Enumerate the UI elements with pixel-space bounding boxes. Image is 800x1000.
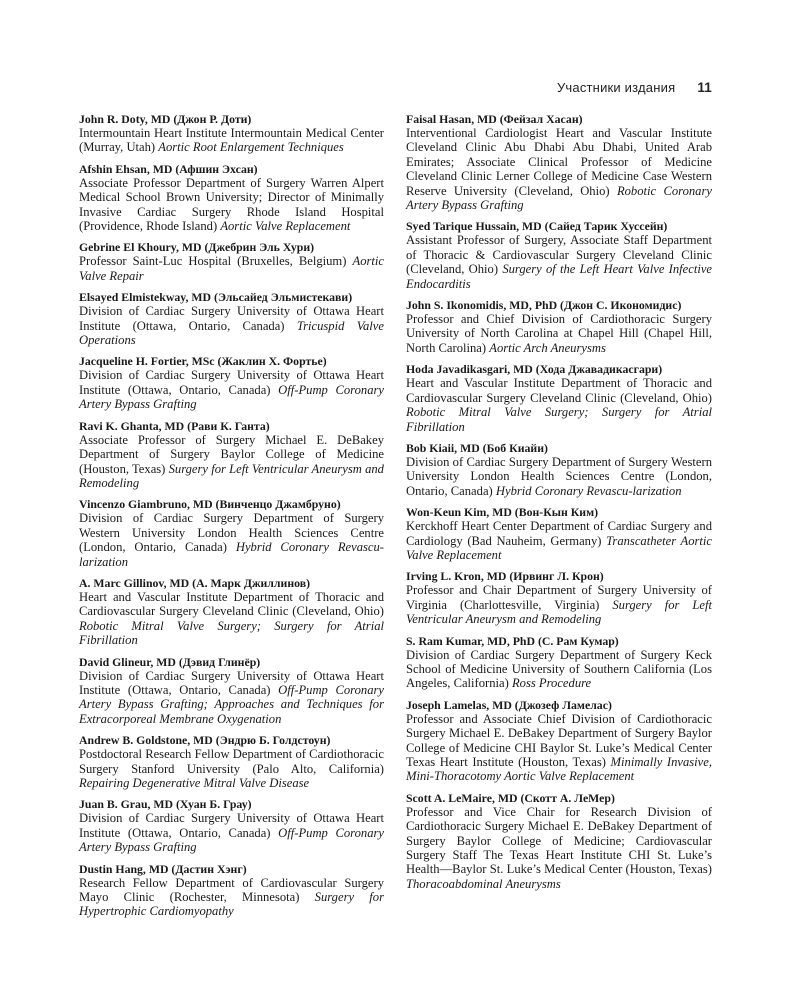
contributor-details [79, 368, 384, 411]
contributor-entry [406, 298, 712, 355]
contributor-name: A. Marc Gillinov, MD (А. Марк Джиллинов) [79, 575, 311, 590]
contributor-details [406, 648, 712, 691]
contributor-affiliation: Division of Cardiac Surgery University of Ottawa Heart Institute (Ottawa, Ontario, Canada) [79, 368, 384, 397]
contributor-entry [406, 791, 712, 891]
contributor-topic: Robotic Coronary Artery Bypass Grafting [406, 183, 712, 213]
page-header [0, 80, 712, 95]
contributor-affiliation: Division of Cardiac Surgery Department of Surgery Keck School of Medicine University of Southern California (Los Angeles, California) [406, 647, 712, 691]
contributor-topic: Tricuspid Valve Operations [79, 318, 384, 348]
contributor-affiliation: Associate Professor Department of Surgery Warren Alpert Medical School Brown University; Director of Minimally Invasive Cardiac Surgery Rhode Island Hospital (Providence, Rhode Island) [79, 175, 384, 234]
contributor-affiliation: Division of Cardiac Surgery University of Ottawa Heart Institute (Ottawa, Ontario, Canada) [79, 304, 384, 333]
contributor-entry [79, 862, 384, 919]
contributor-entry [79, 576, 384, 648]
contributor-topic: Repairing Degenerative Mitral Valve Disease [79, 776, 310, 790]
contributor-details [79, 511, 384, 569]
running-title: Участники издания [556, 80, 676, 95]
contributor-entry [79, 797, 384, 854]
contributor-name: Hoda Javadikasgari, MD (Ходa Джавадикасгари) [406, 362, 663, 377]
contributor-topic: Aortic Arch Aneurysms [489, 340, 606, 355]
contributor-details [79, 304, 384, 347]
contributor-topic: Surgery for Left Ventricular Aneurysm and Remodeling [406, 597, 712, 627]
contributor-affiliation: Research Fellow Department of Cardiovascular Surgery Mayo Clinic (Rochester, Minnesota) [79, 875, 384, 905]
contributor-topic: Hybrid Coronary Revascu-larization [79, 540, 384, 569]
contributor-details [79, 254, 384, 283]
contributor-entry [406, 362, 712, 434]
contributor-topic: Off-Pump Coronary Artery Bypass Grafting; Approaches and Techniques for Extracorporeal Membrane Oxygenation [79, 682, 384, 726]
contributor-entry [79, 497, 384, 569]
contributor-topic: Ross Procedure [511, 676, 592, 691]
contributors-right-column [406, 112, 712, 898]
contributor-name: Irving L. Kron, MD (Ирвинг Л. Крон) [406, 569, 604, 584]
contributor-entry [406, 505, 712, 562]
contributor-topic: Aortic Root Enlargement Techniques [158, 140, 344, 155]
contributor-topic: Surgery for Hypertrophic Cardiomyopathy [79, 890, 384, 919]
contributor-affiliation: Assistant Professor of Surgery, Associate Staff Department of Thoracic & Cardiovascular Surgery Cleveland Clinic (Cleveland, Ohio) [406, 233, 712, 277]
contributor-affiliation: Associate Professor of Surgery Michael E. DeBakey Department of Surgery Baylor College of Medicine (Houston, Texas) [79, 432, 384, 476]
contributor-affiliation: Professor and Chief Division of Cardiothoracic Surgery University of North Carolina at Chapel Hill (Chapel Hill, North Carolina) [406, 312, 712, 355]
contributor-details [79, 876, 384, 919]
contributor-entry [406, 698, 712, 784]
contributor-topic: Surgery for Left Ventricular Aneurysm and Remodeling [79, 461, 384, 490]
contributor-name: Bob Kiaii, MD (Боб Киайи) [406, 440, 548, 455]
contributor-affiliation: Postdoctoral Research Fellow Department of Cardiothoracic Surgery Stanford University (Palo Alto, California) [79, 747, 384, 776]
contributor-details [406, 455, 712, 498]
contributor-entry [406, 569, 712, 626]
contributor-affiliation: Division of Cardiac Surgery Department of Surgery Western University London Health Sciences Centre (London, Ontario, Canada) [79, 511, 384, 555]
contributor-details [79, 433, 384, 491]
contributor-name: Juan B. Grau, MD (Хуан Б. Грау) [79, 797, 252, 812]
contributor-affiliation: Professor and Associate Chief Division of Cardiothoracic Surgery Michael E. DeBakey Department of Surgery Baylor College of Medicine CHI Baylor St. Luke’s Medical Center Texas Heart Institute (Houston, Texas) [406, 711, 712, 769]
contributor-affiliation: Professor Saint-Luc Hospital (Bruxelles, Belgium) [79, 254, 347, 269]
contributor-details [406, 312, 712, 355]
contributor-topic: Robotic Mitral Valve Surgery; Surgery for Atrial Fibrillation [406, 405, 712, 434]
contributor-name: John R. Doty, MD (Джон Р. Доти) [79, 112, 252, 126]
contributor-affiliation: Division of Cardiac Surgery Department of Surgery Western University London Health Sciences Centre (London, Ontario, Canada) [406, 454, 712, 498]
contributor-affiliation: Division of Cardiac Surgery University of Ottawa Heart Institute (Ottawa, Ontario, Canada) [79, 811, 384, 840]
contributor-entry [406, 112, 712, 212]
contributor-entry [79, 112, 384, 155]
contributor-details [79, 590, 384, 648]
contributor-details [79, 669, 384, 727]
contributor-topic: Surgery of the Left Heart Valve Infective Endocarditis [406, 262, 713, 291]
contributor-name: Faisal Hasan, MD (Фейзал Хасан) [406, 112, 583, 126]
contributor-topic: Minimally Invasive, Mini-Thoracotomy Aortic Valve Replacement [406, 755, 712, 784]
contributor-name: Syed Tarique Hussain, MD (Сайед Тарик Хуссейн) [406, 219, 668, 234]
contributor-entry [79, 733, 384, 790]
contributor-topic: Thoracoabdominal Aneurysms [406, 876, 561, 891]
contributor-entry [79, 290, 384, 347]
contributor-affiliation: Interventional Cardiologist Heart and Vascular Institute Cleveland Clinic Abu Dhabi Abu Dhabi, United Arab Emirates; Associate Clinical Professor of Medicine Cleveland Clinic Lerner College of Medicine Case Western Reserve University (Cleveland, Ohio) [406, 126, 712, 198]
contributor-name: David Glineur, MD (Дэвид Глинёр) [79, 654, 261, 669]
contributor-name: Ravi K. Ghanta, MD (Рави К. Ганта) [79, 418, 270, 433]
contributor-name: Elsayed Elmistekway, MD (Эльсайед Эльмистекави) [79, 290, 353, 305]
contributors-left-column [79, 112, 384, 926]
contributor-name: Won-Keun Kim, MD (Вон-Кын Ким) [406, 505, 599, 520]
contributor-topic: Transcatheter Aortic Valve Replacement [406, 533, 712, 562]
contributor-name: Vincenzo Giambruno, MD (Винченцо Джамбруно) [79, 497, 341, 512]
contributor-affiliation: Division of Cardiac Surgery University of Ottawa Heart Institute (Ottawa, Ontario, Canada) [79, 668, 384, 697]
contributor-name: Dustin Hang, MD (Дастин Хэнг) [79, 861, 247, 876]
contributor-entry [79, 240, 384, 283]
contributor-topic: Robotic Mitral Valve Surgery; Surgery for Atrial Fibrillation [79, 618, 384, 648]
contributor-name: Scott A. LeMaire, MD (Скотт А. ЛеМер) [406, 790, 615, 805]
contributor-affiliation: Heart and Vascular Institute Department of Thoracic and Cardiovascular Surgery Cleveland Clinic (Cleveland, Ohio) [406, 376, 712, 405]
contributor-details [406, 519, 712, 562]
contributor-affiliation: Heart and Vascular Institute Department of Thoracic and Cardiovascular Surgery Cleveland Clinic (Cleveland, Ohio) [79, 589, 384, 619]
contributor-details [406, 376, 712, 434]
contributor-name: Gebrine El Khoury, MD (Джебрин Эль Хури) [79, 240, 315, 255]
contributor-affiliation: Professor and Vice Chair for Research Division of Cardiothoracic Surgery Michael E. DeBakey Department of Surgery Baylor College of Medicine; Cardiovascular Surgery Staff The Texas Heart Institute CHI St. Luke’s Health—Baylor St. Luke’s Medical Center (Houston, Texas) [406, 804, 712, 877]
contributor-topic: Hybrid Coronary Revascu-larization [495, 483, 682, 498]
contributor-entry [79, 419, 384, 491]
contributor-affiliation: Intermountain Heart Institute Intermountain Medical Center (Murray, Utah) [79, 126, 384, 155]
contributor-entry [406, 634, 712, 691]
contributor-details [79, 176, 384, 234]
contributor-details [79, 811, 384, 854]
contributor-details [406, 712, 712, 784]
contributor-details [406, 583, 712, 626]
contributor-topic: Off-Pump Coronary Artery Bypass Grafting [79, 825, 384, 855]
contributor-entry [406, 441, 712, 498]
contributor-topic: Aortic Valve Replacement [220, 219, 351, 234]
contributor-name: Afshin Ehsan, MD (Афшин Эхсан) [79, 161, 258, 176]
contributor-details [406, 805, 712, 891]
contributor-entry [79, 162, 384, 234]
contributor-name: S. Ram Kumar, MD, PhD (С. Рам Кумар) [406, 633, 619, 648]
contributor-entry [79, 354, 384, 411]
contributor-details [406, 233, 712, 291]
page-number: 11 [697, 80, 712, 95]
contributor-details [406, 126, 712, 212]
contributor-topic: Aortic Valve Repair [79, 254, 384, 283]
contributor-name: Jacqueline H. Fortier, MSc (Жаклин Х. Фортье) [79, 354, 327, 369]
contributor-topic: Off-Pump Coronary Artery Bypass Grafting [79, 382, 384, 412]
contributor-affiliation: Kerckhoff Heart Center Department of Cardiac Surgery and Cardiology (Bad Nauheim, Germany) [406, 519, 712, 548]
contributor-affiliation: Professor and Chair Department of Surgery University of Virginia (Charlottesville, Virginia) [406, 583, 712, 612]
contributor-name: John S. Ikonomidis, MD, PhD (Джон С. Икономидис) [406, 298, 682, 313]
contributor-entry [79, 655, 384, 727]
contributor-name: Andrew B. Goldstone, MD (Эндрю Б. Голдстоун) [79, 733, 331, 748]
contributor-details [79, 747, 384, 790]
contributor-entry [406, 219, 712, 291]
contributor-details [79, 126, 384, 155]
contributor-name: Joseph Lamelas, MD (Джозеф Ламелас) [406, 697, 612, 712]
